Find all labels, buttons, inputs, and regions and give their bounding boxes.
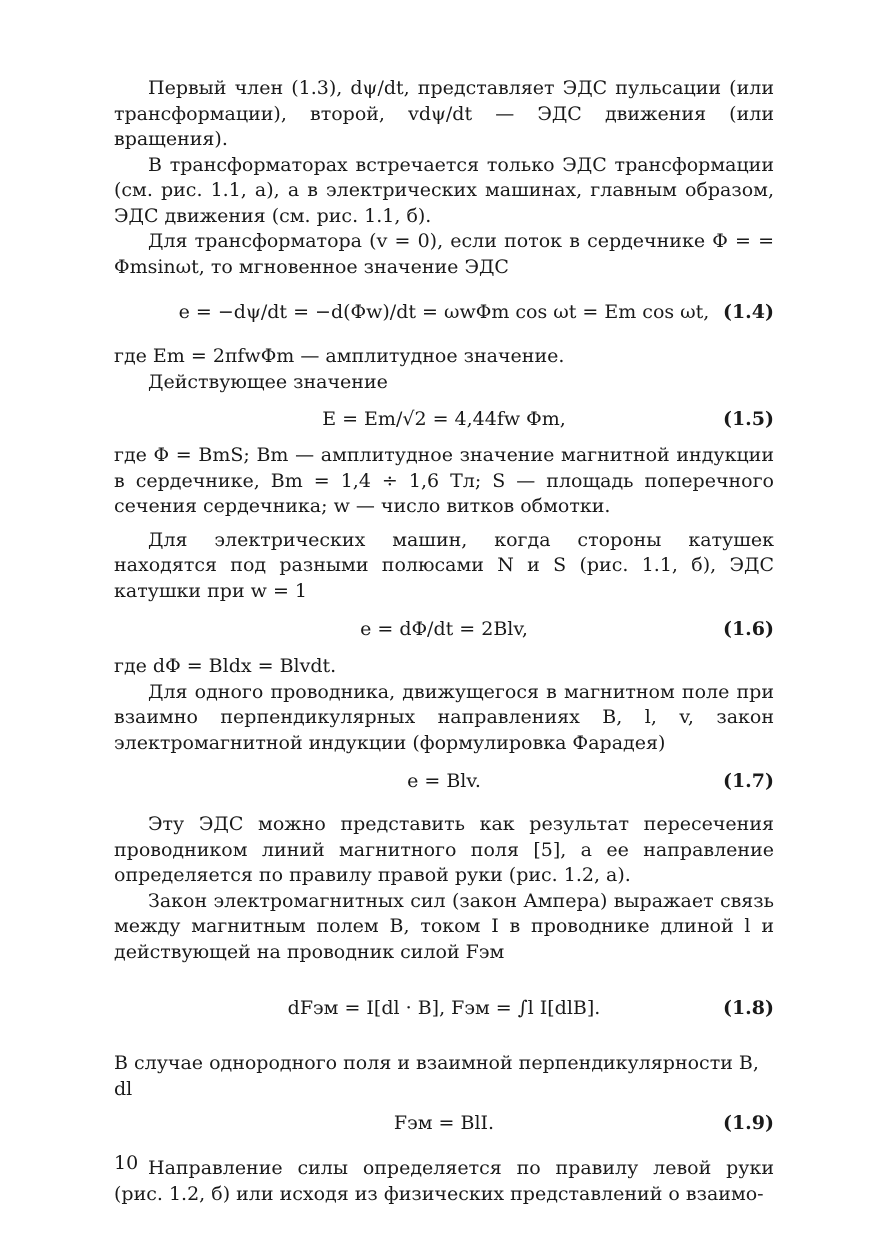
paragraph-6: где Φ = BmS; Bm — амплитудное значение магнитной индукции в сердечнике, Bm = 1,4 ÷ 1,6 Тл; S — площадь поперечного сечения сердечника; w — число витков обмотки. [114, 444, 774, 517]
equation-body: e = Blv. [407, 770, 481, 792]
equation-1-6 [114, 604, 774, 654]
paragraph-5: Действующее значение [148, 370, 388, 393]
equation-number: (1.8) [722, 997, 774, 1019]
equation-body: e = −dψ/dt = −d(Φw)/dt = ωwΦm cos ωt = Em cos ωt, [178, 301, 710, 323]
paragraph-7: Для электрических машин, когда стороны катушек находятся под разными полюсами N и S (рис. 1.1, б), ЭДС катушки при w = 1 [114, 528, 774, 602]
equation-number: (1.6) [722, 618, 774, 640]
equation-number: (1.7) [722, 770, 774, 792]
equation-1-9 [114, 1102, 774, 1144]
paragraph-11: Закон электромагнитных сил (закон Ампера) выражает связь между магнитным полем B, током I в проводнике длиной l и действующей на проводник силой Fэм [114, 889, 774, 963]
paragraph-13: Направление силы определяется по правилу левой руки (рис. 1.2, б) или исходя из физических представлений о взаимо- [114, 1157, 774, 1205]
paragraph-3: Для трансформатора (v = 0), если поток в сердечнике Φ = = Φmsinωt, то мгновенное значение ЭДС [114, 230, 774, 278]
equation-body: dFэм = I[dl · B], Fэм = ∫l I[dlB]. [287, 997, 601, 1019]
paragraph-9: Для одного проводника, движущегося в магнитном поле при взаимно перпендикулярных направлениях B, l, v, закон электромагнитной индукции (формулировка Фарадея) [114, 680, 774, 754]
equation-1-7 [114, 756, 774, 806]
equation-1-5 [114, 395, 774, 443]
equation-number: (1.4) [722, 301, 774, 323]
equation-body: E = Em/√2 = 4,44fw Φm, [322, 408, 566, 430]
page-content [114, 76, 774, 1207]
equation-body: e = dΦ/dt = 2Blv, [360, 618, 528, 640]
paragraph-8: где dΦ = Bldx = Blvdt. [114, 655, 337, 677]
equation-1-4 [114, 280, 774, 344]
paragraph-2: В трансформаторах встречается только ЭДС трансформации (см. рис. 1.1, а), а в электрических машинах, главным образом, ЭДС движения (см. рис. 1.1, б). [114, 153, 774, 227]
paragraph-12: В случае однородного поля и взаимной перпендикулярности B, dl [114, 1052, 759, 1100]
equation-number: (1.9) [722, 1112, 774, 1134]
paragraph-1: Первый член (1.3), dψ/dt, представляет ЭДС пульсации (или трансформации), второй, vdψ/dt — ЭДС движения (или вращения). [114, 77, 774, 150]
equation-1-8 [114, 965, 774, 1051]
paragraph-4: где Em = 2πfwΦm — амплитудное значение. [114, 345, 565, 367]
paragraph-10: Эту ЭДС можно представить как результат пересечения проводником линий магнитного поля [5], а ее направление определяется по правилу правой руки (рис. 1.2, а). [114, 813, 774, 886]
equation-number: (1.5) [722, 408, 774, 430]
page-number: 10 [114, 1152, 139, 1174]
equation-body: Fэм = BlI. [393, 1112, 495, 1134]
